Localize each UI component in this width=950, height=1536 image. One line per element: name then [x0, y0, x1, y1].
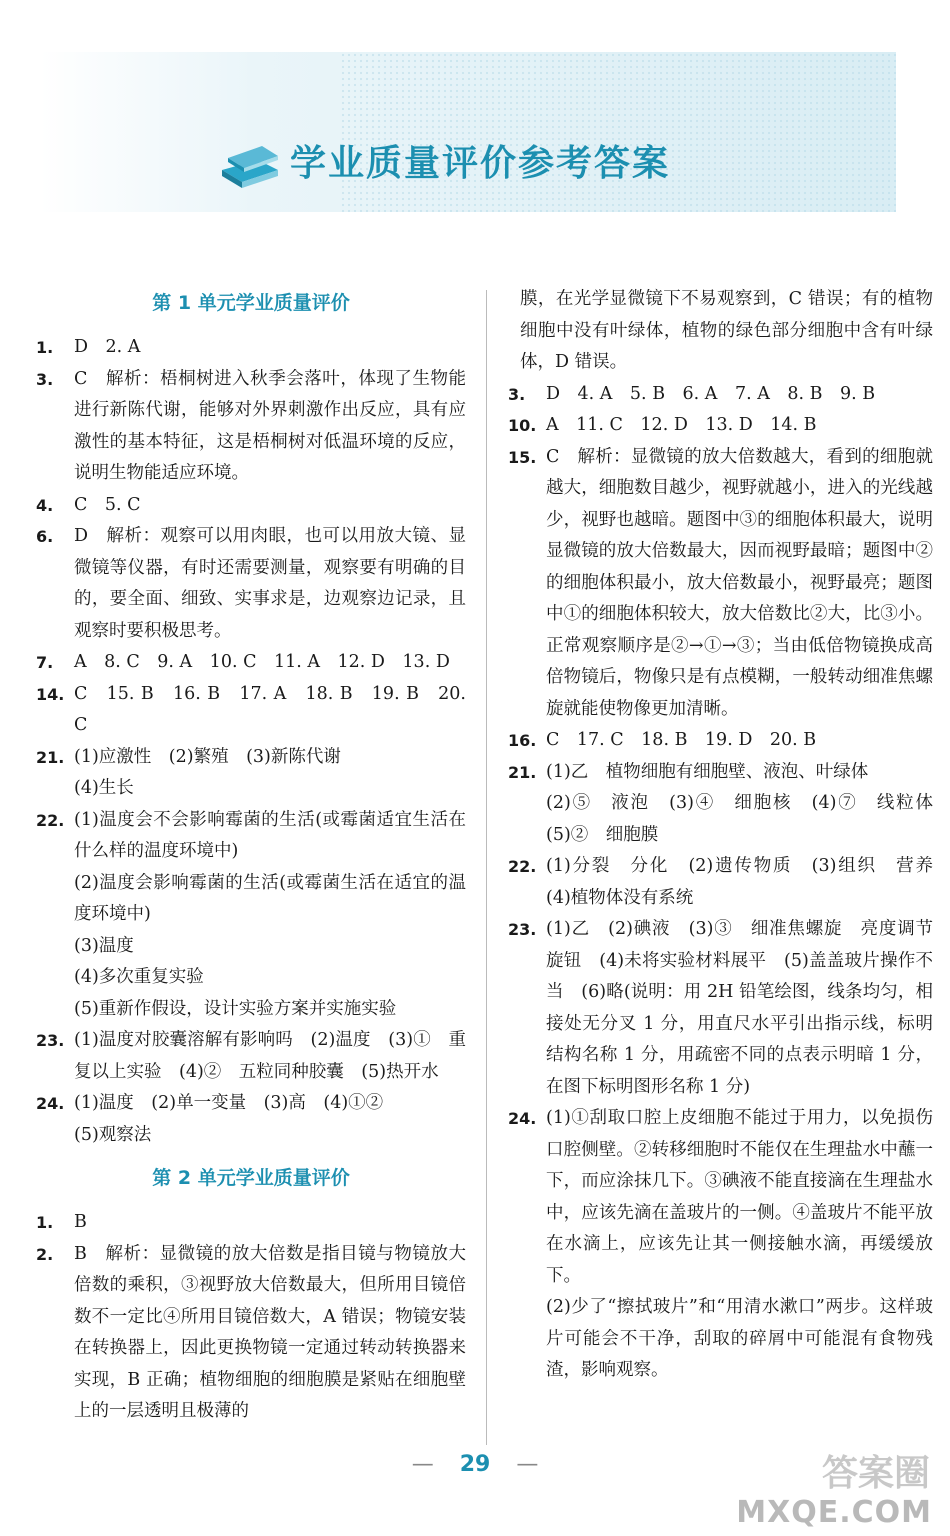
- answer-item: 21. (1)乙 植物细胞有细胞壁、液泡、叶绿体 (2)⑤ 液泡 (3)④ 细胞核 (4)⑦ 线粒体 (5)② 细胞膜: [508, 761, 950, 845]
- answer-item: 24. (1)温度 (2)单一变量 (3)高 (4)①② (5)观察法: [36, 1093, 384, 1145]
- page-number: [0, 1452, 950, 1477]
- answer-item: 3. D 4. A 5. B 6. A 7. A 8. B 9. B: [508, 383, 876, 404]
- page-dash-left: —: [411, 1452, 434, 1477]
- answer-item: 22. (1)温度会不会影响霉菌的生活(或霉菌适宜生活在什么样的温度环境中) (2)温度会影响霉菌的生活(或霉菌生活在适宜的温度环境中) (3)温度 (4)多次重复实验 (5)重新作假设，设计实验方案并实施实验: [36, 809, 466, 1019]
- watermark-logo: 答案圈: [821, 1453, 930, 1494]
- unit1-title: 第 1 单元学业质量评价: [152, 292, 350, 314]
- answer-item: 3. C 解析：梧桐树进入秋季会落叶，体现了生物能进行新陈代谢，能够对外界刺激作出反应，具有应激性的基本特征，这是梧桐树对低温环境的反应，说明生物能适应环境。: [36, 368, 466, 483]
- right-column: [508, 284, 950, 1387]
- answer-item: 22. (1)分裂 分化 (2)遗传物质 (3)组织 营养 (4)植物体没有系统: [508, 856, 950, 908]
- column-divider: [486, 290, 487, 1445]
- header-banner: [40, 52, 896, 212]
- book-stack-icon: [218, 140, 282, 190]
- answer-item: 1. B: [36, 1212, 87, 1232]
- watermark-url: MXQE.COM: [736, 1495, 932, 1530]
- answer-item: 6. D 解析：观察可以用肉眼，也可以用放大镜、显微镜等仪器，有时还需要测量，观察要有明确的目的，要全面、细致、实事求是，边观察边记录，且观察时要积极思考。: [36, 526, 466, 641]
- answer-item: 1. D 2. A: [36, 337, 141, 357]
- banner-background: [40, 52, 896, 212]
- answer-item: 15. C 解析：显微镜的放大倍数越大，看到的细胞就越大，细胞数目越少，视野就越小，进入的光线越少，视野也越暗。题图中③的细胞体积最大，说明显微镜的放大倍数最大，因而视野最暗；题图中②的细胞体积最小，放大倍数最小，视野最亮；题图中①的细胞体积较大，放大倍数比②大，比③小。正常观察顺序是②→①→③；当由低倍物镜换成高倍物镜后，物像只是有点模糊，一般转动细准焦螺旋就能使物像更加清晰。: [508, 446, 933, 719]
- answer-item: 24. (1)①刮取口腔上皮细胞不能过于用力，以免损伤口腔侧壁。②转移细胞时不能仅在生理盐水中蘸一下，而应涂抹几下。③碘液不能直接滴在生理盐水中，应该先滴在盖玻片的一侧。④盖玻片不能平放在水滴上，应该先让其一侧接触水滴，再缓缓放下。 (2)少了“擦拭玻片”和“用清水漱口”两步。这样玻片可能会不干净，刮取的碎屑中可能混有食物残渣，影响观察。: [508, 1108, 933, 1380]
- answer-continuation: 膜，在光学显微镜下不易观察到，C 错误；有的植物细胞中没有叶绿体，植物的绿色部分细胞中含有叶绿体，D 错误。: [520, 289, 933, 372]
- answer-item: 23. (1)乙 (2)碘液 (3)③ 细准焦螺旋 亮度调节旋钮 (4)未将实验材料展平 (5)盖盖玻片操作不当 (6)略(说明：用 2H 铅笔绘图，线条均匀，相接处无分叉 1 分，用直尺水平引出指示线，标明结构名称 1 分，用疏密不同的点表示明暗 1 分，在图下标明图形名称 1 分): [508, 919, 933, 1097]
- answer-item: 14. C 15. B 16. B 17. A 18. B 19. B 20. C: [36, 683, 466, 735]
- left-column: [36, 282, 466, 1428]
- answer-item: 10. A 11. C 12. D 13. D 14. B: [508, 415, 817, 435]
- answer-item: 2. B 解析：显微镜的放大倍数是指目镜与物镜放大倍数的乘积，③视野放大倍数最大，但所用目镜倍数不一定比④所用目镜倍数大，A 错误；物镜安装在转换器上，因此更换物镜一定通过转动转换器来实现，B 正确；植物细胞的细胞膜是紧贴在细胞壁上的一层透明且极薄的: [36, 1243, 466, 1421]
- answer-item: 7. A 8. C 9. A 10. C 11. A 12. D 13. D: [36, 652, 450, 672]
- answer-item: 4. C 5. C: [36, 494, 141, 515]
- answer-item: 23. (1)温度对胶囊溶解有影响吗 (2)温度 (3)① 重复以上实验 (4)② 五粒同种胶囊 (5)热开水: [36, 1030, 466, 1082]
- answer-item: 21. (1)应激性 (2)繁殖 (3)新陈代谢 (4)生长: [36, 746, 341, 798]
- answer-item: 16. C 17. C 18. B 19. D 20. B: [508, 730, 817, 750]
- page-title: 学业质量评价参考答案: [290, 143, 671, 184]
- unit2-title: 第 2 单元学业质量评价: [152, 1167, 350, 1189]
- page-number-value: 29: [459, 1452, 491, 1477]
- page-dash-right: —: [516, 1452, 539, 1477]
